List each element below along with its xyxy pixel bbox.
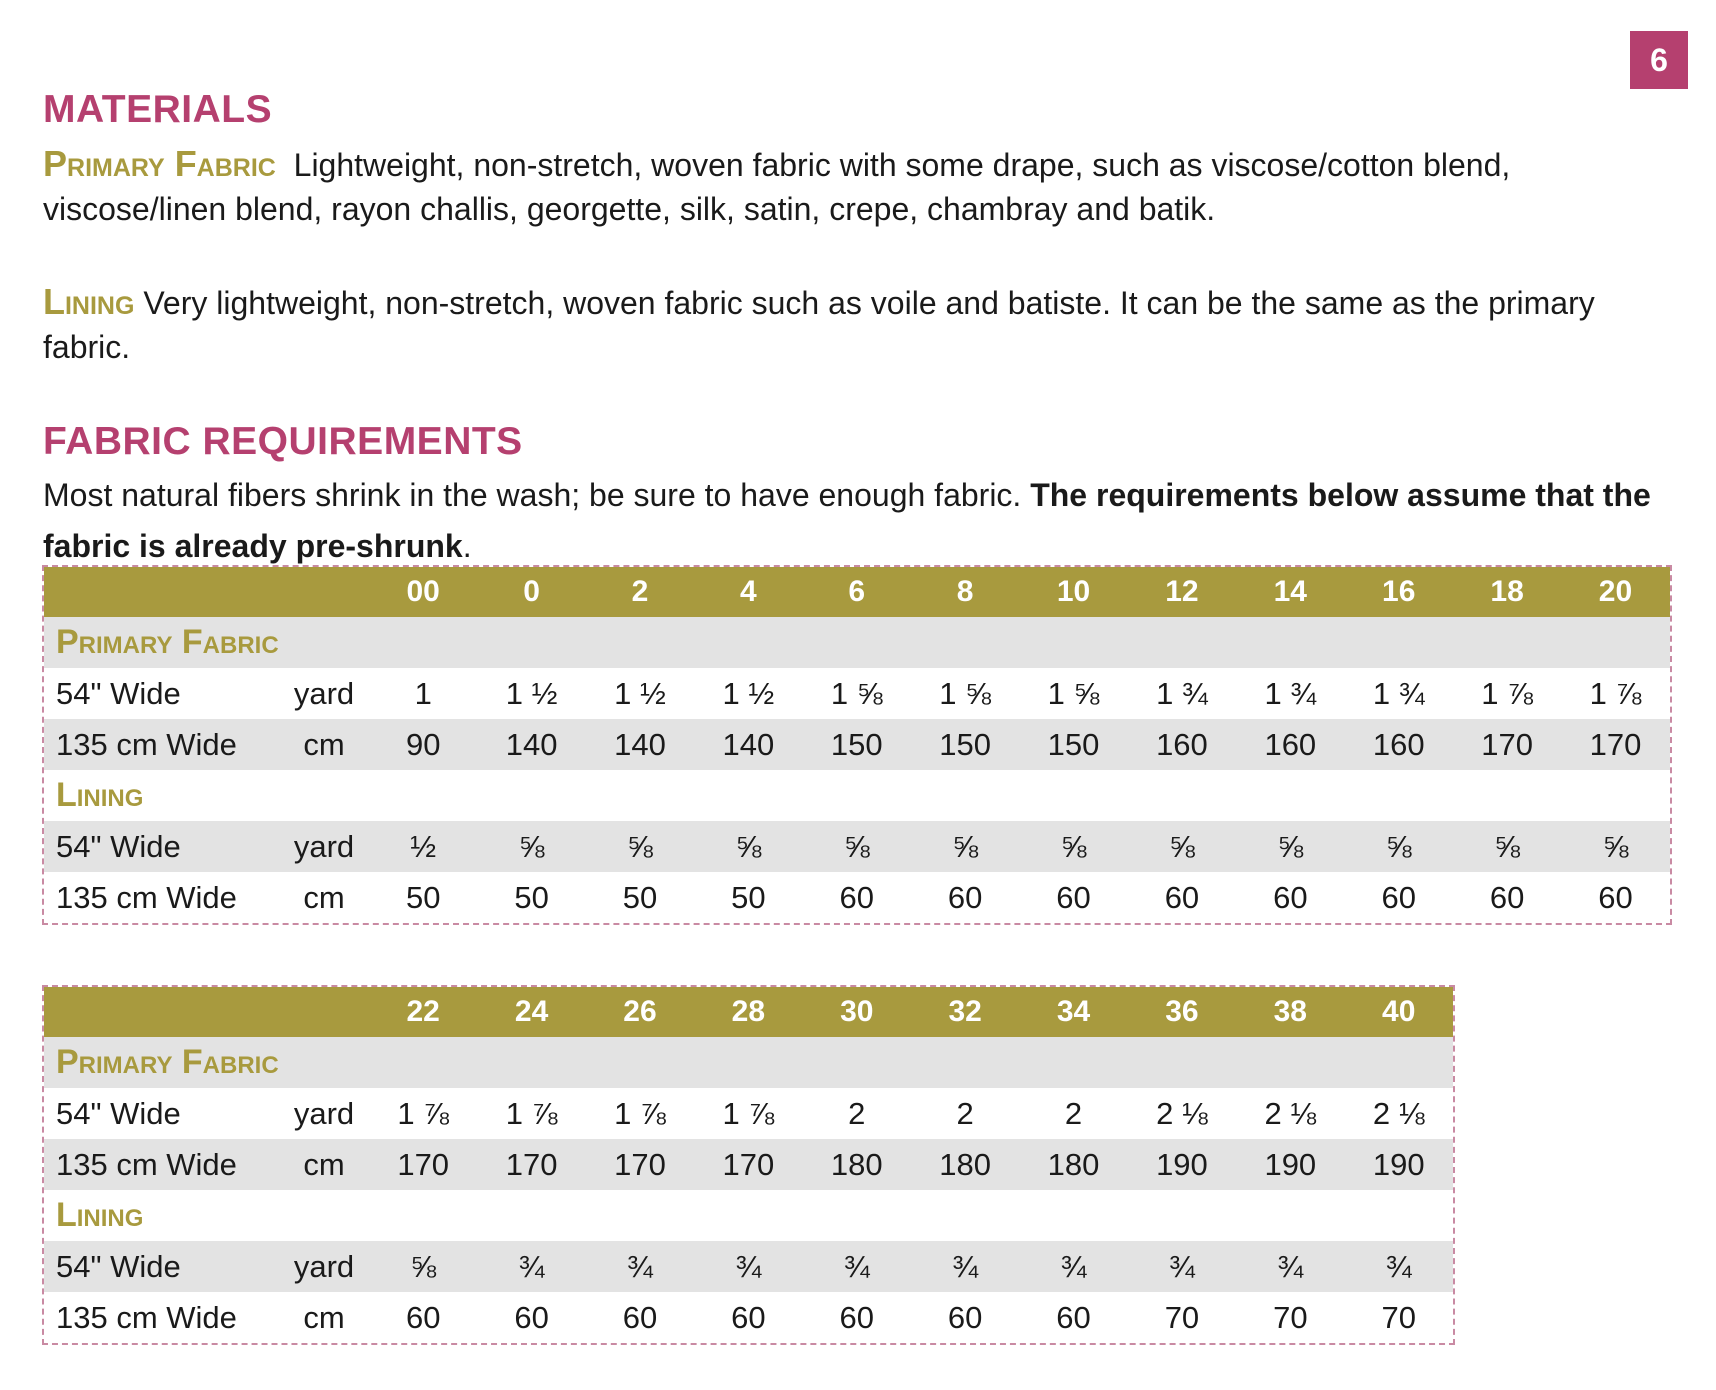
page-number-badge: 6 — [1630, 31, 1688, 89]
value-cell: 70 — [1381, 1299, 1416, 1335]
size-header-cell: 30 — [803, 987, 911, 1037]
size-header-cell: 22 — [369, 987, 477, 1037]
table-row — [44, 668, 1670, 719]
row-label: 135 cm Wide — [44, 719, 279, 770]
value-cell: 70 — [1273, 1299, 1308, 1335]
size-header-cell: 16 — [1345, 567, 1453, 617]
value-cell: ⅝ — [586, 821, 694, 872]
value-cell: 50 — [405, 879, 441, 915]
value-cell: 150 — [1019, 719, 1127, 770]
value-cell: 170 — [694, 1139, 802, 1190]
value-cell: 1 ½ — [505, 675, 558, 711]
value-cell: 140 — [477, 719, 585, 770]
value-cell: ¾ — [803, 1241, 911, 1292]
value-cell: 170 — [1453, 719, 1561, 770]
value-cell: 60 — [622, 1299, 658, 1335]
intro-plain-text: Most natural fibers shrink in the wash; be sure to have enough fabric. — [43, 477, 1031, 513]
size-header-cell: 6 — [803, 567, 911, 617]
lining-paragraph — [43, 280, 1663, 369]
header-blank-cell — [44, 987, 369, 1037]
value-cell: 1 ½ — [614, 675, 666, 711]
value-cell: 60 — [405, 1299, 441, 1335]
value-cell: 60 — [1598, 879, 1633, 915]
value-cell: 1 ⅝ — [939, 675, 991, 711]
value-cell: 1 ¾ — [1264, 675, 1317, 711]
value-cell: 60 — [947, 1299, 983, 1335]
size-header-cell: 34 — [1019, 987, 1127, 1037]
value-cell: 140 — [694, 719, 802, 770]
value-cell: ⅝ — [1453, 821, 1561, 872]
table-row — [44, 1292, 1453, 1343]
value-cell: 190 — [1236, 1139, 1344, 1190]
value-cell: 60 — [514, 1299, 549, 1335]
value-cell: 170 — [369, 1139, 477, 1190]
value-cell: ⅝ — [911, 821, 1019, 872]
size-header-cell: 00 — [369, 567, 477, 617]
value-cell: ⅝ — [1128, 821, 1236, 872]
size-header-cell: 32 — [911, 987, 1019, 1037]
materials-heading: MATERIALS — [43, 88, 273, 131]
row-label: 135 cm Wide — [56, 879, 237, 915]
value-cell: 50 — [514, 879, 549, 915]
value-cell: 2 ⅛ — [1264, 1095, 1317, 1131]
table-row — [44, 872, 1670, 923]
value-cell: 180 — [1019, 1139, 1127, 1190]
primary-fabric-label: Primary Fabric — [43, 143, 276, 184]
requirements-table — [44, 987, 1453, 1343]
section-row — [44, 617, 1670, 668]
row-unit: yard — [279, 821, 369, 872]
requirements-table-1 — [44, 567, 1670, 923]
lining-label: Lining — [43, 281, 135, 322]
section-title: Primary Fabric — [44, 617, 1670, 668]
value-cell: ½ — [369, 821, 477, 872]
requirements-intro — [43, 470, 1663, 572]
size-header-cell: 0 — [477, 567, 585, 617]
row-label: 54" Wide — [56, 675, 181, 711]
size-header-row — [44, 987, 1453, 1037]
value-cell: 1 ⅞ — [1589, 675, 1642, 711]
row-unit: cm — [303, 879, 345, 915]
section-row — [44, 770, 1670, 821]
value-cell: 160 — [1345, 719, 1453, 770]
value-cell: 180 — [803, 1139, 911, 1190]
row-unit: cm — [303, 1299, 345, 1335]
size-header-cell: 38 — [1236, 987, 1344, 1037]
value-cell: 90 — [369, 719, 477, 770]
value-cell: ⅝ — [1345, 821, 1453, 872]
value-cell: 190 — [1345, 1139, 1453, 1190]
value-cell: 150 — [803, 719, 911, 770]
size-header-cell: 28 — [694, 987, 802, 1037]
value-cell: ⅝ — [803, 821, 911, 872]
value-cell: ⅝ — [1561, 821, 1669, 872]
size-header-row — [44, 567, 1670, 617]
row-label: 54" Wide — [44, 1241, 279, 1292]
value-cell: 150 — [911, 719, 1019, 770]
requirements-table — [44, 567, 1670, 923]
primary-fabric-text: Lightweight, non-stretch, woven fabric with some drape, such as viscose/cotton blend, viscose/linen blend, rayon challis, georgette, silk, satin, crepe, chambray and batik. — [43, 147, 1511, 227]
value-cell: ¾ — [911, 1241, 1019, 1292]
size-header-cell: 14 — [1236, 567, 1344, 617]
row-unit: yard — [279, 1241, 369, 1292]
value-cell: 1 — [414, 675, 432, 711]
value-cell: 60 — [1056, 1299, 1091, 1335]
size-header-cell: 12 — [1128, 567, 1236, 617]
value-cell: 1 ½ — [722, 675, 775, 711]
value-cell: ⅝ — [1236, 821, 1344, 872]
size-header-cell: 2 — [586, 567, 694, 617]
value-cell: ¾ — [1345, 1241, 1453, 1292]
value-cell: 2 ⅛ — [1156, 1095, 1208, 1131]
value-cell: 140 — [586, 719, 694, 770]
table-row — [44, 1088, 1453, 1139]
size-header-cell: 24 — [477, 987, 585, 1037]
value-cell: 1 ⅝ — [830, 675, 883, 711]
section-row — [44, 1190, 1453, 1241]
value-cell: 1 ⅞ — [722, 1095, 775, 1131]
value-cell: 50 — [622, 879, 658, 915]
value-cell: ⅝ — [1019, 821, 1127, 872]
size-header-cell: 10 — [1019, 567, 1127, 617]
value-cell: ⅝ — [369, 1241, 477, 1292]
value-cell: 2 — [1064, 1095, 1083, 1131]
value-cell: 70 — [1164, 1299, 1200, 1335]
value-cell: 60 — [1489, 879, 1525, 915]
value-cell: 160 — [1236, 719, 1344, 770]
row-label: 54" Wide — [56, 1095, 181, 1131]
value-cell: 190 — [1128, 1139, 1236, 1190]
value-cell: ¾ — [1236, 1241, 1344, 1292]
value-cell: 60 — [839, 1299, 874, 1335]
primary-fabric-paragraph — [43, 142, 1663, 231]
value-cell: 180 — [911, 1139, 1019, 1190]
row-label: 54" Wide — [44, 821, 279, 872]
intro-end-text: . — [462, 528, 472, 564]
value-cell: 50 — [731, 879, 766, 915]
value-cell: 60 — [731, 1299, 766, 1335]
intro-bold-text: The requirements below assume that the fabric is already pre-shrunk — [43, 477, 1651, 564]
value-cell: ¾ — [1128, 1241, 1236, 1292]
row-unit: yard — [293, 1095, 355, 1131]
section-title: Lining — [56, 776, 144, 814]
size-header-cell: 26 — [586, 987, 694, 1037]
value-cell: ¾ — [1019, 1241, 1127, 1292]
requirements-table-2 — [44, 987, 1453, 1343]
value-cell: 170 — [1561, 719, 1669, 770]
lining-text: Very lightweight, non-stretch, woven fabric such as voile and batiste. It can be the same as the primary fabric. — [43, 285, 1595, 365]
value-cell: 170 — [477, 1139, 585, 1190]
value-cell: 1 ⅞ — [505, 1095, 558, 1131]
value-cell: ⅝ — [694, 821, 802, 872]
size-header-cell: 8 — [911, 567, 1019, 617]
value-cell: 1 ¾ — [1156, 675, 1208, 711]
row-unit: cm — [279, 1139, 369, 1190]
value-cell: 1 ⅞ — [397, 1095, 450, 1131]
value-cell: 160 — [1128, 719, 1236, 770]
row-unit: yard — [293, 675, 355, 711]
row-label: 135 cm Wide — [44, 1139, 279, 1190]
value-cell: 1 ¾ — [1372, 675, 1425, 711]
table-row — [44, 1139, 1453, 1190]
value-cell: 60 — [839, 879, 874, 915]
value-cell: 60 — [1381, 879, 1416, 915]
size-header-cell: 18 — [1453, 567, 1561, 617]
section-title: Lining — [56, 1196, 144, 1234]
size-header-cell: 20 — [1561, 567, 1669, 617]
value-cell: 170 — [586, 1139, 694, 1190]
value-cell: ¾ — [694, 1241, 802, 1292]
row-label: 135 cm Wide — [56, 1299, 237, 1335]
value-cell: 60 — [1164, 879, 1200, 915]
fabric-requirements-heading: FABRIC REQUIREMENTS — [43, 420, 523, 463]
value-cell: ¾ — [586, 1241, 694, 1292]
value-cell: ¾ — [477, 1241, 585, 1292]
value-cell: 1 ⅞ — [1481, 675, 1533, 711]
size-header-cell: 40 — [1345, 987, 1453, 1037]
value-cell: 60 — [1273, 879, 1308, 915]
section-row — [44, 1037, 1453, 1088]
value-cell: 2 ⅛ — [1372, 1095, 1425, 1131]
row-unit: cm — [279, 719, 369, 770]
size-header-cell: 4 — [694, 567, 802, 617]
section-title: Primary Fabric — [44, 1037, 1453, 1088]
value-cell: 1 ⅝ — [1047, 675, 1100, 711]
table-row — [44, 821, 1670, 872]
header-blank-cell — [44, 567, 369, 617]
value-cell: 60 — [947, 879, 983, 915]
value-cell: 2 — [956, 1095, 974, 1131]
size-header-cell: 36 — [1128, 987, 1236, 1037]
value-cell: 1 ⅞ — [614, 1095, 666, 1131]
value-cell: ⅝ — [477, 821, 585, 872]
table-row — [44, 719, 1670, 770]
table-row — [44, 1241, 1453, 1292]
value-cell: 2 — [848, 1095, 866, 1131]
value-cell: 60 — [1056, 879, 1091, 915]
